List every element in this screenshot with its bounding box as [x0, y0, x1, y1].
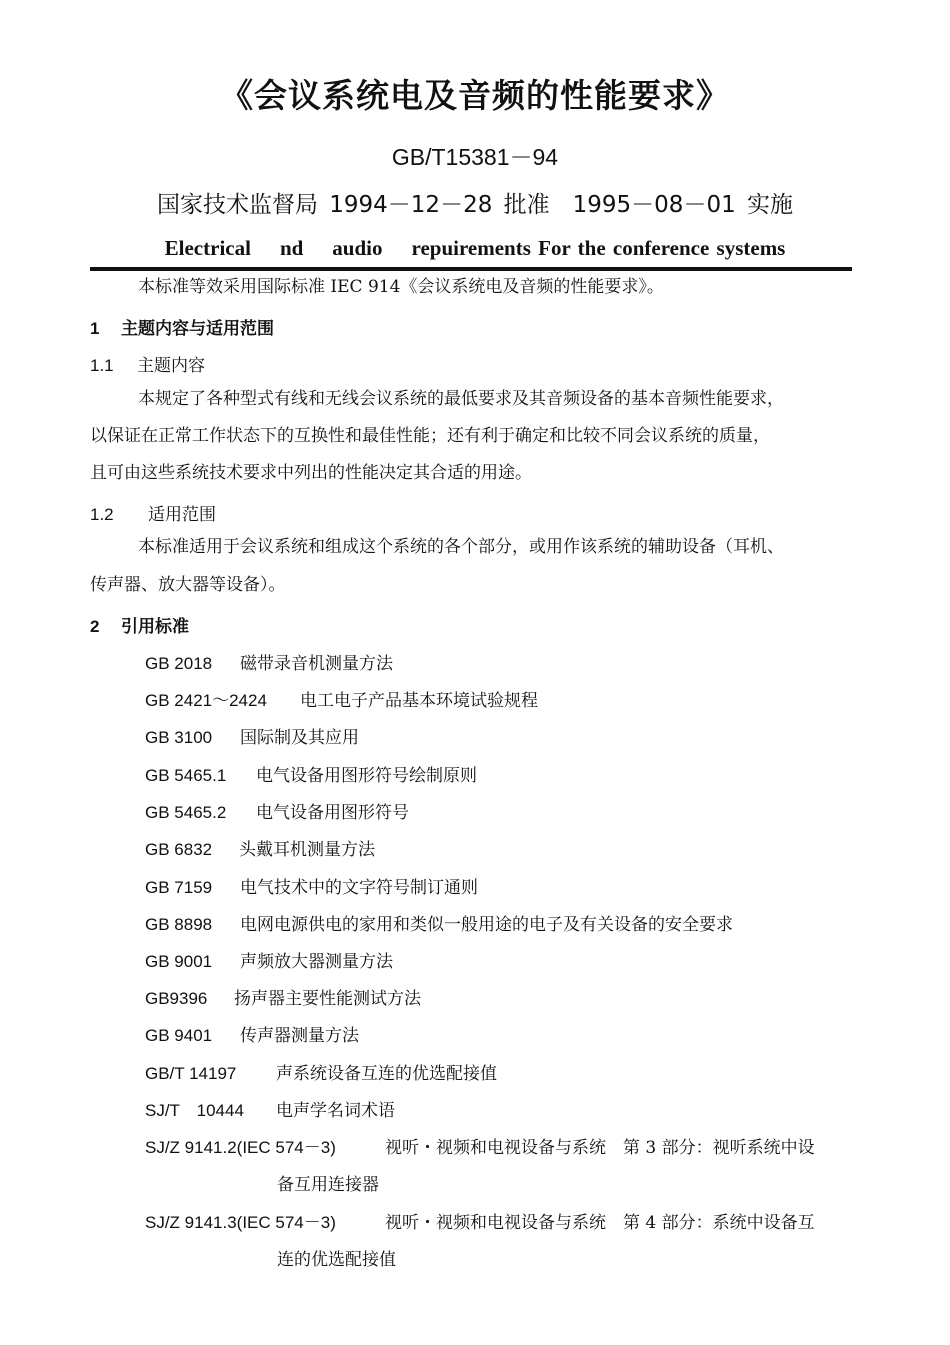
reference-item [145, 1208, 815, 1233]
reference-title: 声系统设备互连的优选配接值 [276, 1064, 497, 1084]
reference-title: 电气设备用图形符号 [256, 803, 409, 823]
reference-title: 视听・视频和电视设备与系统 第 3 部分：视听系统中设 [385, 1138, 815, 1158]
reference-item [145, 798, 409, 823]
reference-code: GB 2421～2424 [145, 691, 267, 710]
reference-item [145, 835, 375, 860]
reference-title: 扬声器主要性能测试方法 [234, 989, 421, 1009]
reference-item [145, 686, 538, 711]
reference-title: 头戴耳机测量方法 [239, 840, 375, 860]
reference-code: SJ/T 10444 [145, 1101, 244, 1120]
section-number: 2 [90, 617, 100, 636]
reference-item [145, 1059, 497, 1084]
english-title [0, 236, 950, 261]
reference-title-continuation: 备互用连接器 [277, 1175, 379, 1195]
reference-item [145, 1133, 815, 1158]
reference-item [145, 984, 421, 1009]
section-2-heading [90, 612, 189, 637]
reference-code: GB 5465.1 [145, 766, 227, 785]
reference-item [145, 873, 478, 898]
reference-title: 电网电源供电的家用和类似一般用途的电子及有关设备的安全要求 [240, 915, 733, 935]
reference-title: 磁带录音机测量方法 [240, 654, 393, 674]
paragraph-line: 本规定了各种型式有线和无线会议系统的最低要求及其音频设备的基本音频性能要求， [138, 389, 784, 409]
paragraph-line: 以保证在正常工作状态下的互换性和最佳性能；还有利于确定和比较不同会议系统的质量， [90, 426, 770, 446]
reference-code: SJ/Z 9141.3(IEC 574－3) [145, 1213, 336, 1232]
reference-code: GB 3100 [145, 728, 213, 747]
reference-title: 传声器测量方法 [240, 1026, 359, 1046]
reference-code: GB 2018 [145, 654, 213, 673]
reference-item [145, 761, 477, 786]
reference-code: GB 9401 [145, 1026, 213, 1045]
subsection-title: 主题内容 [137, 356, 205, 376]
reference-title: 电工电子产品基本环境试验规程 [300, 691, 538, 711]
reference-code: GB 7159 [145, 878, 213, 897]
reference-title: 国际制及其应用 [240, 728, 359, 748]
english-title-part: nd [279, 236, 304, 260]
reference-code: GB 5465.2 [145, 803, 227, 822]
section-title: 主题内容与适用范围 [121, 319, 274, 339]
reference-title: 声频放大器测量方法 [240, 952, 393, 972]
subsection-number: 1.1 [90, 356, 114, 375]
reference-item [145, 947, 393, 972]
subsection-title: 适用范围 [148, 505, 216, 525]
reference-code: GB 6832 [145, 840, 213, 859]
reference-title: 电气设备用图形符号绘制原则 [256, 766, 477, 786]
reference-code: GB9396 [145, 989, 208, 1008]
reference-title-continuation: 连的优选配接值 [277, 1250, 396, 1270]
reference-title: 视听・视频和电视设备与系统 第 4 部分：系统中设备互 [385, 1213, 815, 1233]
reference-code: GB/T 14197 [145, 1064, 237, 1083]
reference-item [145, 1096, 395, 1121]
subsection-number: 1.2 [90, 505, 114, 524]
english-title-part: audio [332, 236, 383, 260]
paragraph-line: 传声器、放大器等设备）。 [90, 575, 286, 595]
paragraph-line: 且可由这些系统技术要求中列出的性能决定其合适的用途。 [90, 463, 532, 483]
english-title-part: Electrical [164, 236, 251, 260]
subsection-1-2-heading [90, 500, 216, 525]
reference-item [145, 649, 393, 674]
approval-line: 国家技术监督局 1994－12－28 批准 1995－08－01 实施 [156, 192, 794, 218]
header-divider [90, 267, 852, 271]
english-title-part: repuirements For the conference systems [411, 236, 786, 260]
intro-paragraph: 本标准等效采用国际标准 IEC 914《会议系统电及音频的性能要求》。 [138, 277, 664, 297]
section-1-heading [90, 314, 274, 339]
section-title: 引用标准 [121, 617, 189, 637]
reference-title: 电气技术中的文字符号制订通则 [240, 878, 478, 898]
document-title: 《会议系统电及音频的性能要求》 [220, 76, 730, 115]
reference-item [145, 723, 359, 748]
reference-item [145, 1021, 359, 1046]
standard-code: GB/T15381－94 [391, 144, 559, 170]
section-number: 1 [90, 319, 100, 338]
reference-code: GB 8898 [145, 915, 213, 934]
subsection-1-1-heading [90, 351, 205, 376]
reference-title: 电声学名词术语 [276, 1101, 395, 1121]
reference-code: SJ/Z 9141.2(IEC 574－3) [145, 1138, 336, 1157]
paragraph-line: 本标准适用于会议系统和组成这个系统的各个部分，或用作该系统的辅助设备（耳机、 [138, 537, 784, 557]
reference-code: GB 9001 [145, 952, 213, 971]
reference-item [145, 910, 733, 935]
